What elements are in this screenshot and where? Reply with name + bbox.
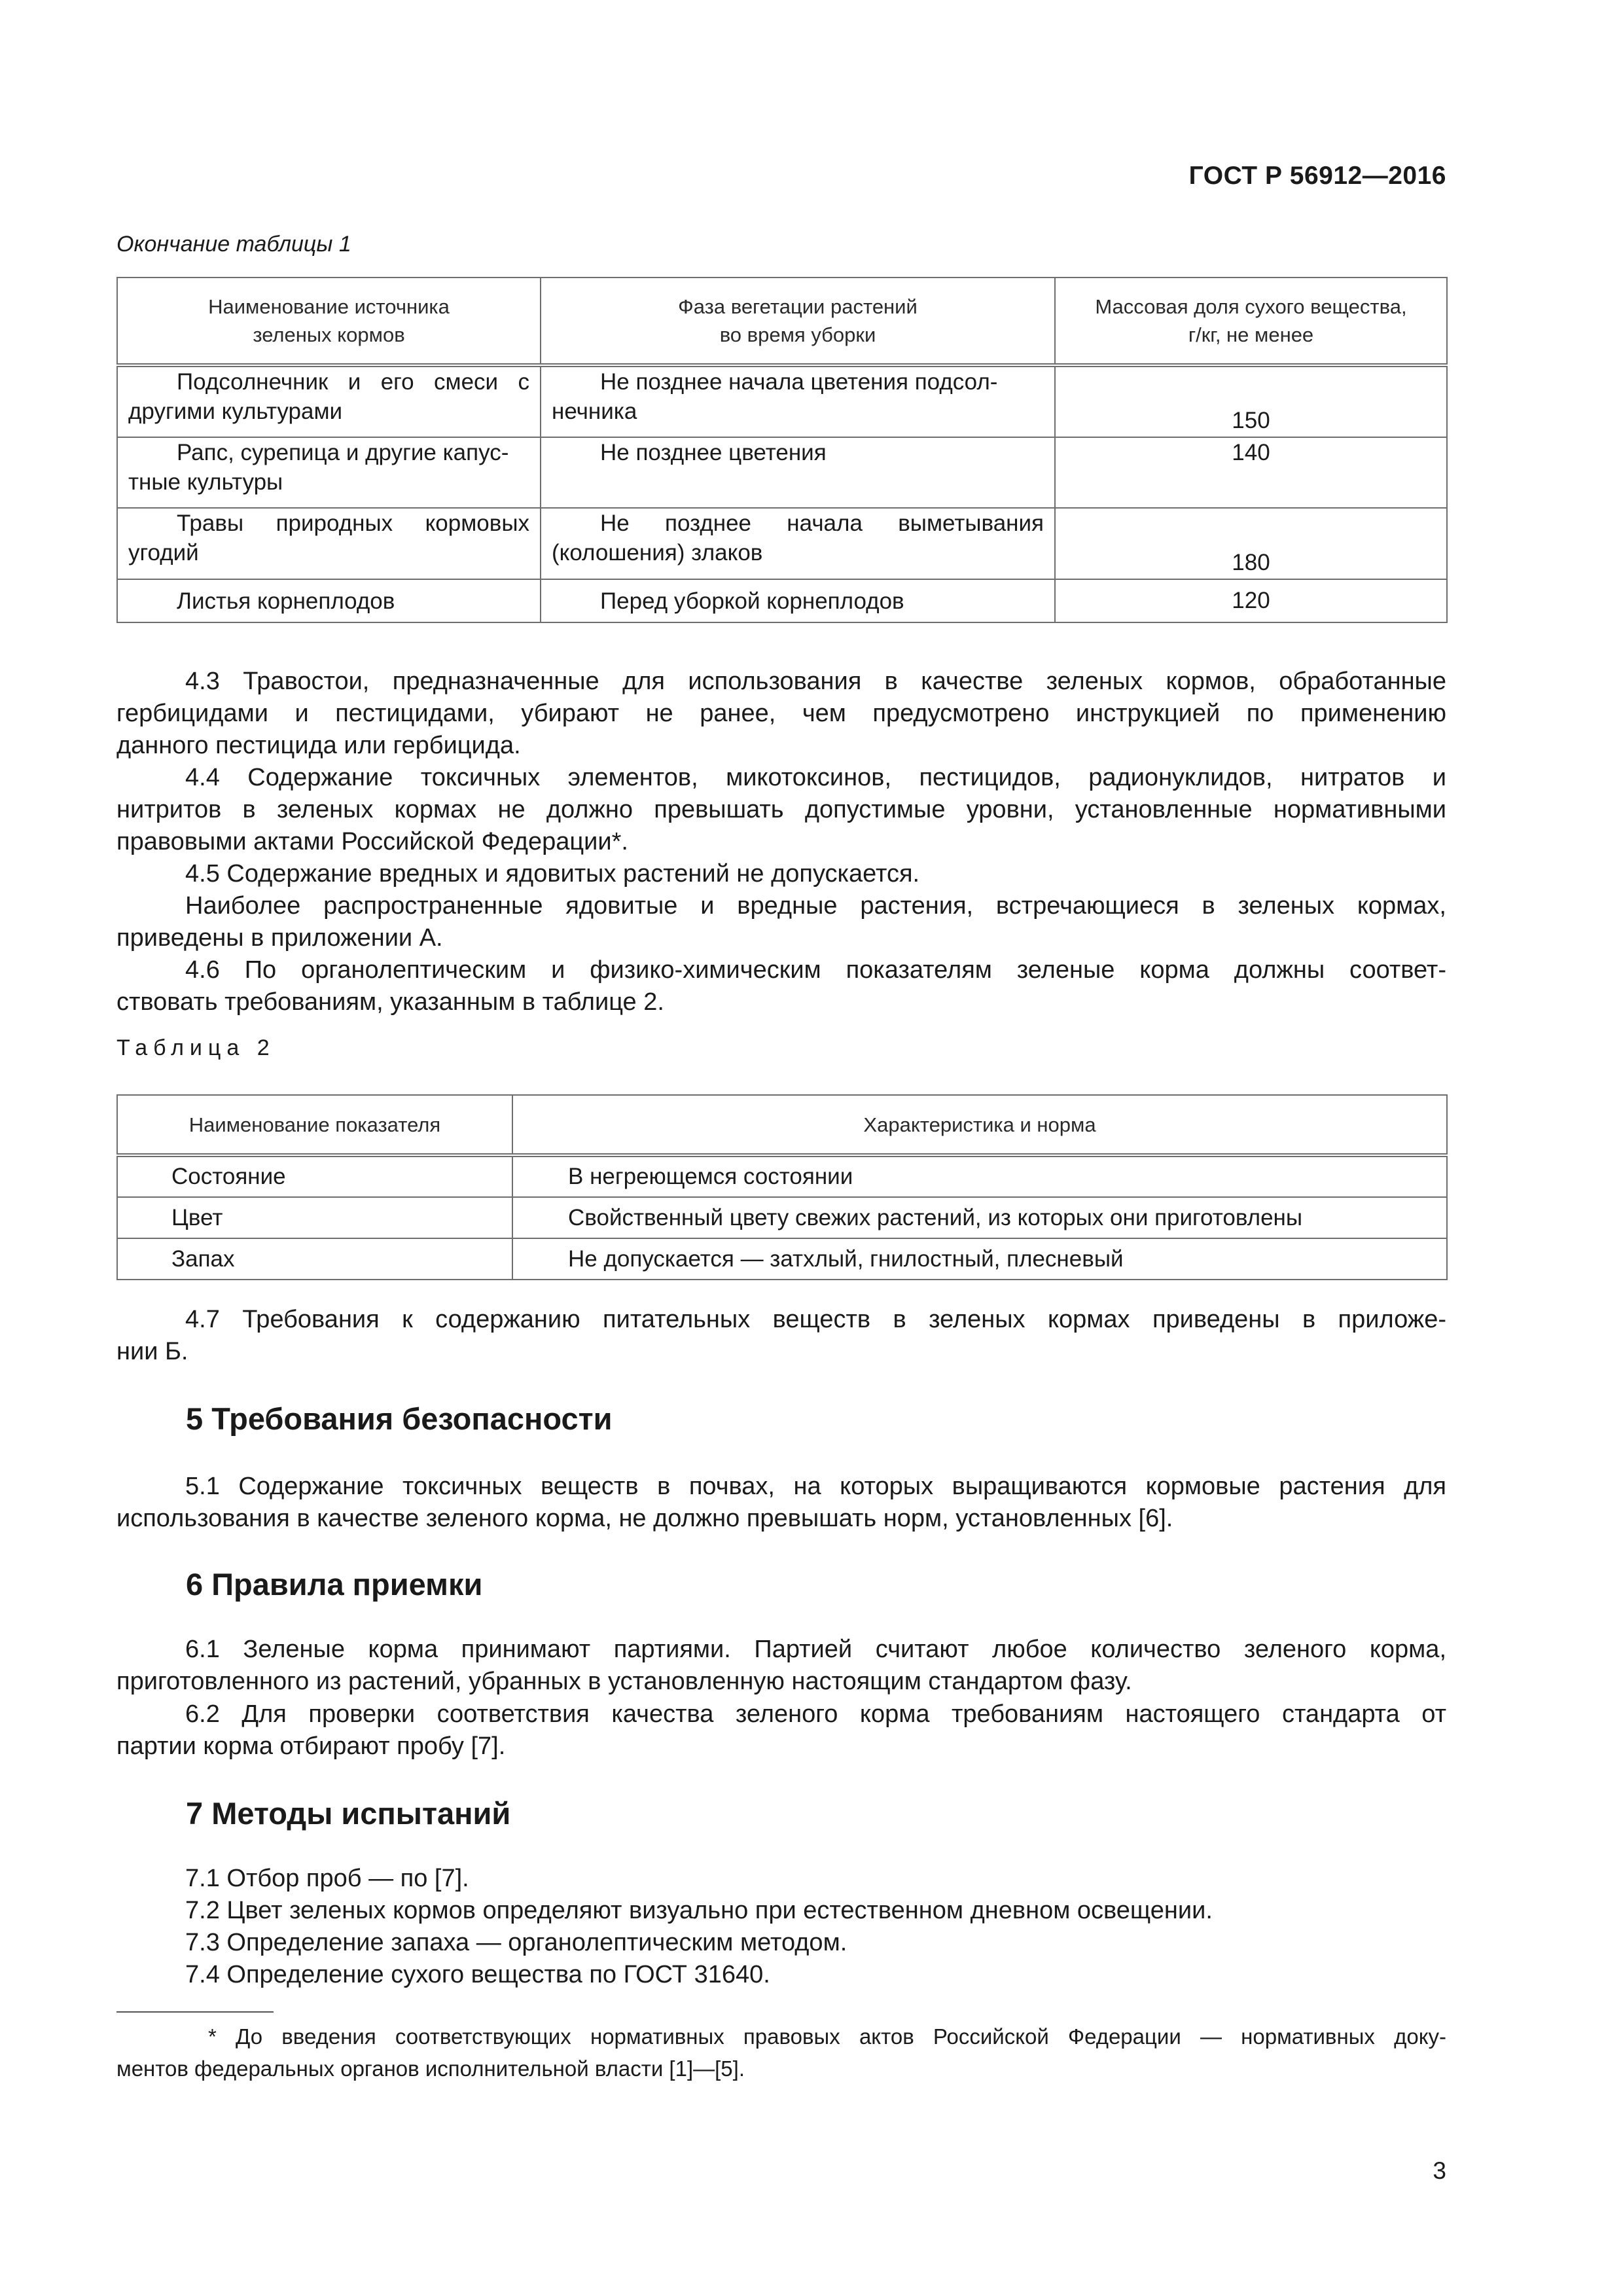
paragraph-7-1: 7.1 Отбор проб — по [7]. [185, 1865, 469, 1892]
cell-source: Подсолнечник и его смеси с другими культурами [117, 365, 541, 437]
table-header-row [117, 1095, 1447, 1155]
column-header-source: Наименование источника зеленых кормов [117, 278, 541, 365]
table-row [117, 508, 1447, 579]
paragraph-4-5: 4.5 Содержание вредных и ядовитых растений не допускается. [185, 860, 920, 888]
cell-norm: Свойственный цвету свежих растений, из которых они приготовлены [512, 1197, 1447, 1238]
cell-indicator: Запах [117, 1238, 512, 1280]
paragraph-7-2: 7.2 Цвет зеленых кормов определяют визуально при естественном дневном освещении. [185, 1897, 1213, 1924]
section-7-heading: 7 Методы испытаний [186, 1796, 511, 1831]
table-row [117, 1155, 1447, 1197]
table-2 [116, 1094, 1448, 1280]
cell-indicator: Состояние [117, 1155, 512, 1197]
table-row [117, 365, 1447, 437]
table-row [117, 1197, 1447, 1238]
table-row [117, 1238, 1447, 1280]
cell-phase: Не позднее начала выметывания (колошения) злаков [541, 508, 1055, 579]
cell-norm: Не допускается — затхлый, гнилостный, плесневый [512, 1238, 1447, 1280]
paragraph-4-5-note: Наиболее распространенные ядовитые и вредные растения, встречающиеся в зеленых кормах, приведены в приложении А. [116, 892, 1446, 952]
cell-value: 150 [1055, 365, 1447, 437]
section-6-heading: 6 Правила приемки [186, 1567, 483, 1602]
cell-phase: Перед уборкой корнеплодов [541, 579, 1055, 622]
table-row [117, 437, 1447, 508]
table1-caption: Окончание таблицы 1 [116, 232, 351, 257]
paragraph-5-1: 5.1 Содержание токсичных веществ в почвах, на которых выращиваются кормовые растения для использования в качестве зеленого корма, не должно превышать норм, установленных [6]. [116, 1473, 1446, 1532]
paragraph-6-1: 6.1 Зеленые корма принимают партиями. Партией считают любое количество зеленого корма, приготовленного из растений, убранных в установленную настоящим стандартом фазу. [116, 1636, 1446, 1695]
cell-indicator: Цвет [117, 1197, 512, 1238]
cell-phase: Не позднее начала цветения подсол- нечника [541, 365, 1055, 437]
paragraph-7-4: 7.4 Определение сухого вещества по ГОСТ 31640. [185, 1961, 770, 1988]
column-header-dry-matter: Массовая доля сухого вещества, г/кг, не менее [1055, 278, 1447, 365]
cell-source: Листья корнеплодов [117, 579, 541, 622]
cell-value: 180 [1055, 508, 1447, 579]
cell-source: Травы природных кормовых угодий [117, 508, 541, 579]
cell-norm: В негреющемся состоянии [512, 1155, 1447, 1197]
paragraph-4-3: 4.3 Травостои, предназначенные для использования в качестве зеленых кормов, обработанные гербицидами и пестицидами, убирают не ранее, чем предусмотрено инструкцией по применению данного пестицида или гербицида. [116, 668, 1446, 759]
table2-caption: Таблица 2 [116, 1035, 276, 1060]
column-header-norm: Характеристика и норма [512, 1095, 1447, 1155]
paragraph-4-7: 4.7 Требования к содержанию питательных веществ в зеленых кормах приведены в приложе- нии Б. [116, 1306, 1446, 1365]
column-header-indicator: Наименование показателя [117, 1095, 512, 1155]
table-1 [116, 277, 1448, 623]
cell-value: 140 [1055, 437, 1447, 508]
table-header-row [117, 278, 1447, 365]
paragraph-4-6: 4.6 По органолептическим и физико-химическим показателям зеленые корма должны соответ- ствовать требованиям, указанным в таблице 2. [116, 956, 1446, 1016]
cell-phase: Не позднее цветения [541, 437, 1055, 508]
section-5-heading: 5 Требования безопасности [186, 1401, 613, 1436]
paragraph-6-2: 6.2 Для проверки соответствия качества зеленого корма требованиям настоящего стандарта от партии корма отбирают пробу [7]. [116, 1700, 1446, 1760]
column-header-phase: Фаза вегетации растений во время уборки [541, 278, 1055, 365]
footnote-divider [116, 2011, 274, 2013]
paragraph-7-3: 7.3 Определение запаха — органолептическим методом. [185, 1929, 847, 1956]
document-id-header: ГОСТ Р 56912—2016 [1188, 162, 1446, 190]
paragraph-4-4: 4.4 Содержание токсичных элементов, микотоксинов, пестицидов, радионуклидов, нитратов и нитритов в зеленых кормах не должно превышать допустимые уровни, установленные нормативными правовыми актами Российской Федерации*. [116, 764, 1446, 855]
page-number: 3 [1433, 2157, 1446, 2184]
cell-value: 120 [1055, 579, 1447, 622]
footnote: * До введения соответствующих нормативных правовых актов Российской Федерации — нормативных доку- ментов федеральных органов исполнительной власти [1]—[5]. [116, 2024, 1446, 2081]
cell-source: Рапс, сурепица и другие капус- тные культуры [117, 437, 541, 508]
table-row [117, 579, 1447, 622]
